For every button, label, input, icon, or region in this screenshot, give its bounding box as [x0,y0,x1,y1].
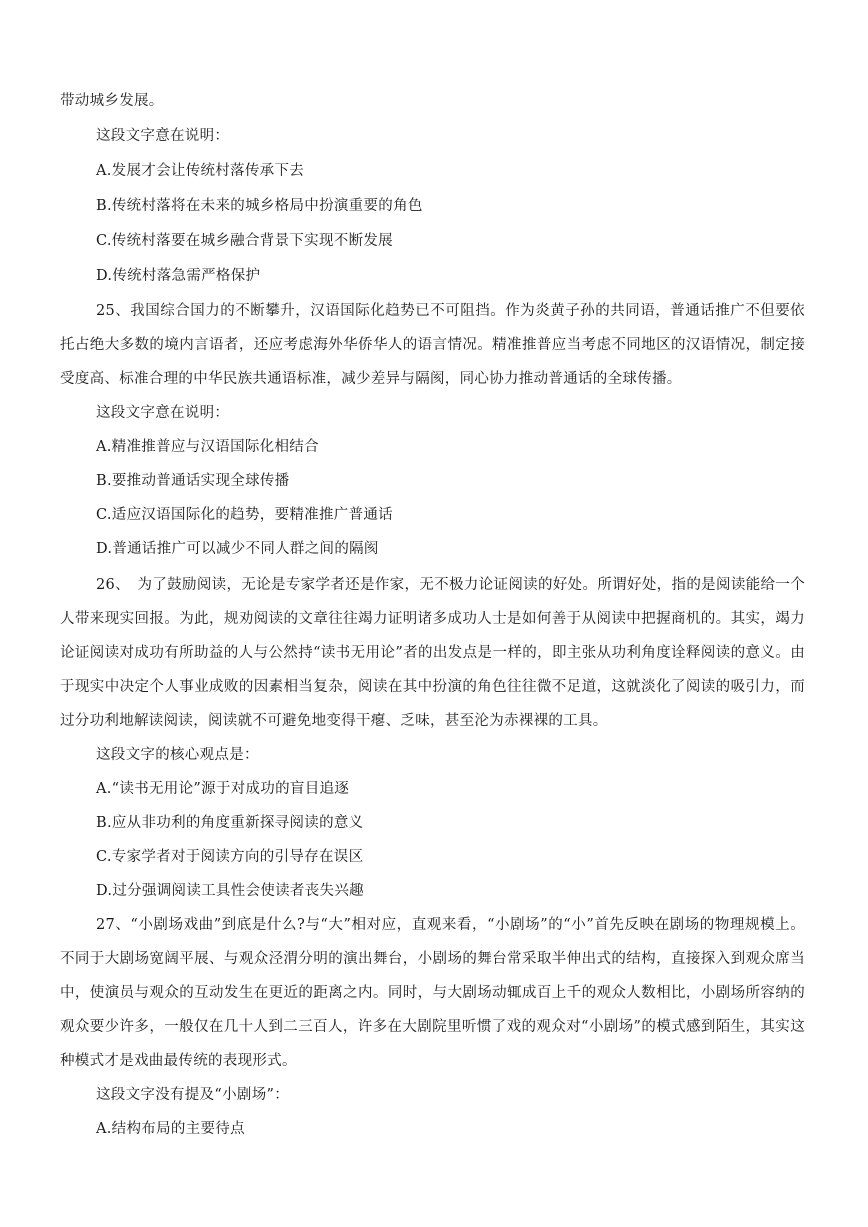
question-26-option-d: D.过分强调阅读工具性会使读者丧失兴趣 [96,883,364,899]
question-26-option-c: C.专家学者对于阅读方向的引导存在误区 [96,849,364,865]
question-26-option-a: A.“读书无用论”源于对成功的盲目追逐 [96,781,350,797]
question-25-text: 25、我国综合国力的不断攀升，汉语国际化趋势已不可阻挡。作为炎黄子孙的共同语，普通话推广不但要依托占绝大多数的境内言语者，还应考虑海外华侨华人的语言情况。精准推普应当考虑不同地区的汉语情况，制定接受度高、标准合理的中华民族共通语标准，减少差异与隔阂，同心协力推动普通话的全球传播。 [60,303,805,387]
question-26-option-b: B.应从非功利的角度重新探寻阅读的意义 [96,815,364,831]
question-27-option-a: A.结构布局的主要待点 [96,1121,245,1137]
question-24-prompt: 这段文字意在说明： [96,128,230,144]
continuation-line: 带动城乡发展。 [60,93,164,109]
question-25-option-b: B.要推动普通话实现全球传播 [96,473,290,489]
question-24-option-d: D.传统村落急需严格保护 [96,268,261,284]
question-26-text: 26、 为了鼓励阅读，无论是专家学者还是作家，无不极力论证阅读的好处。所谓好处，指的是阅读能给一个人带来现实回报。为此，规劝阅读的文章往往竭力证明诸多成功人士是如何善于从阅读中把握商机的。其实，竭力论证阅读对成功有所助益的人与公然持“读书无用论”者的出发点是一样的，即主张从功利角度诠释阅读的意义。由于现实中决定个人事业成败的因素相当复杂，阅读在其中扮演的角色往往微不足道，这就淡化了阅读的吸引力，而过分功利地解读阅读，阅读就不可避免地变得干瘪、乏味，甚至沦为赤裸裸的工具。 [60,577,805,729]
question-27-prompt: 这段文字没有提及“小剧场”： [96,1087,290,1103]
question-25-option-d: D.普通话推广可以减少不同人群之间的隔阂 [96,541,379,557]
question-24-option-b: B.传统村落将在未来的城乡格局中扮演重要的角色 [96,198,423,214]
question-24-option-c: C.传统村落要在城乡融合背景下实现不断发展 [96,233,393,249]
question-27-text: 27、“小剧场戏曲”到底是什么?与“大”相对应，直观来看，“小剧场”的“小”首先反映在剧场的物理规模上。不同于大剧场宽阔平展、与观众泾渭分明的演出舞台，小剧场的舞台常采取半伸出式的结构，直接探入到观众席当中，使演员与观众的互动发生在更近的距离之内。同时，与大剧场动辄成百上千的观众人数相比，小剧场所容纳的观众要少许多，一般仅在几十人到二三百人，许多在大剧院里听惯了戏的观众对“小剧场”的模式感到陌生，其实这种模式才是戏曲最传统的表现形式。 [60,917,805,1069]
question-24-option-a: A.发展才会让传统村落传承下去 [96,163,305,179]
question-25-option-a: A.精准推普应与汉语国际化相结合 [96,439,319,455]
question-26-prompt: 这段文字的核心观点是： [96,747,259,763]
question-25-prompt: 这段文字意在说明： [96,405,230,421]
question-25-option-c: C.适应汉语国际化的趋势，要精准推广普通话 [96,507,393,523]
